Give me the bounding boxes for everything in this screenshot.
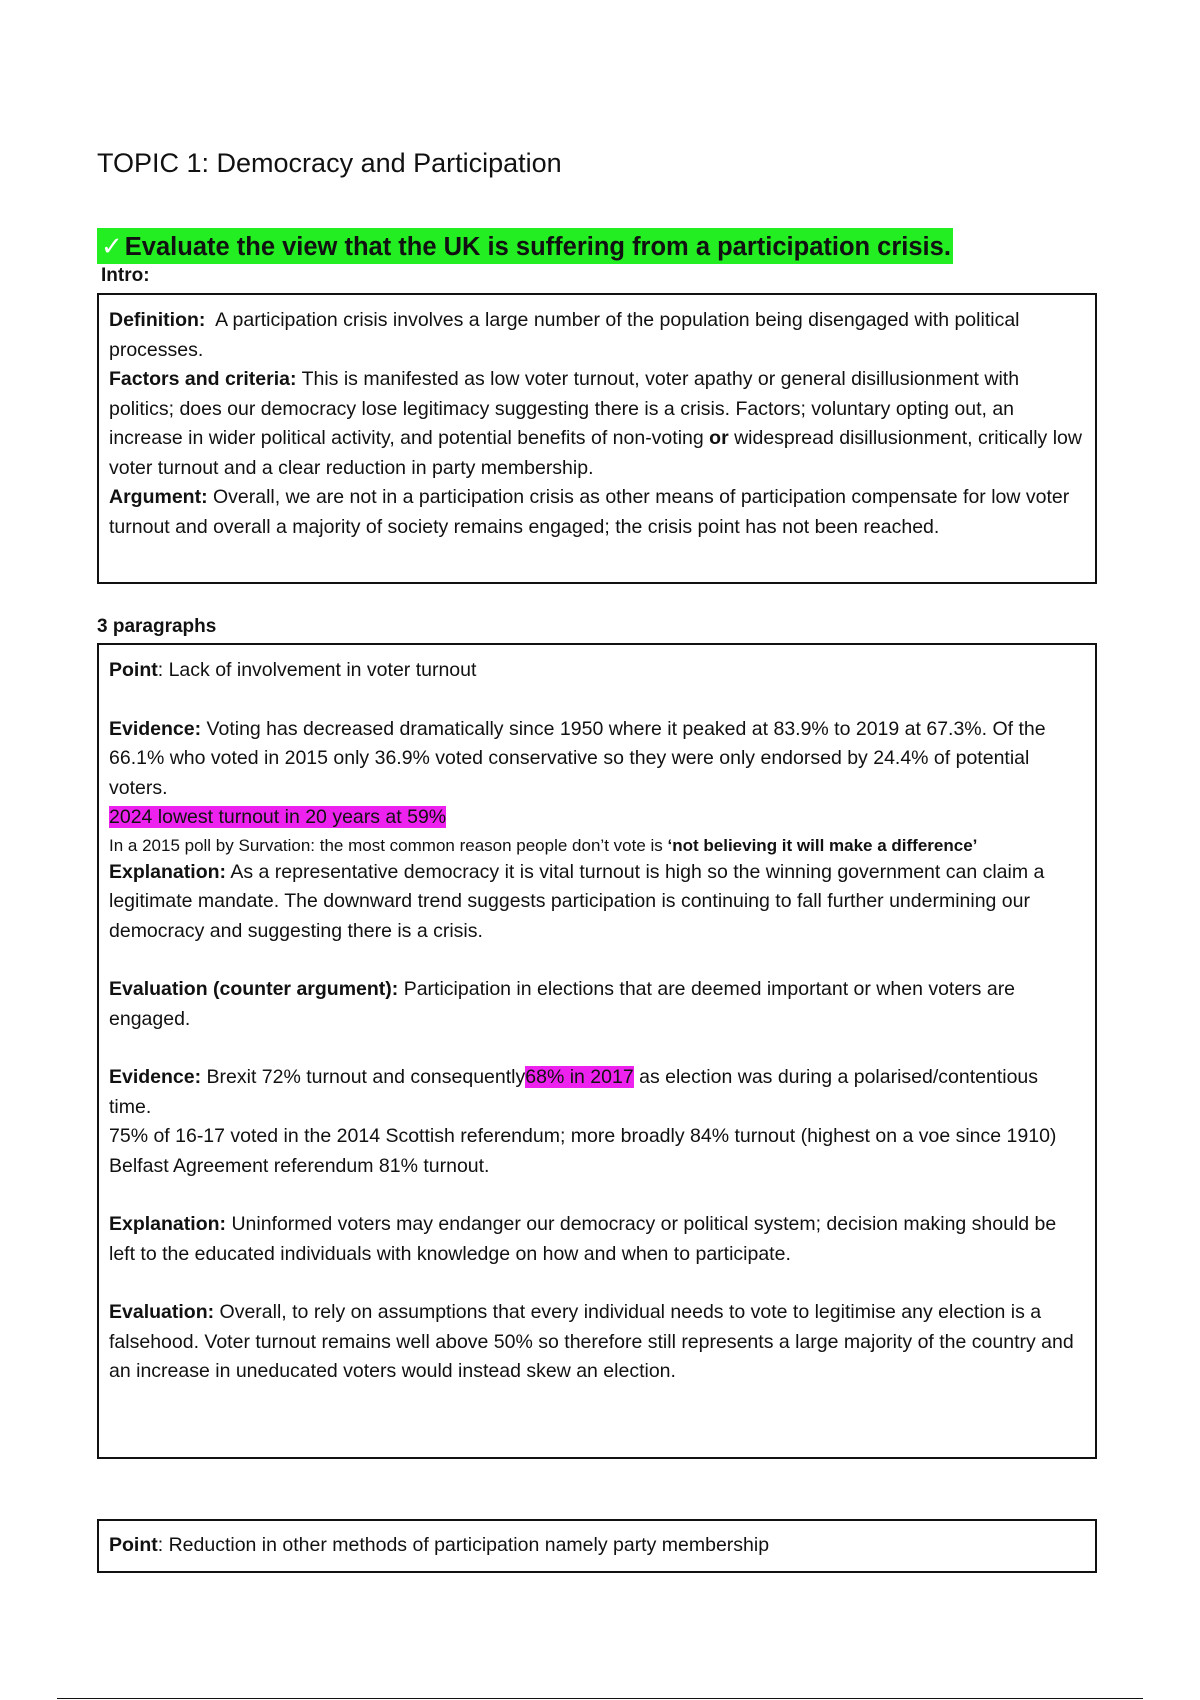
factors-label: Factors and criteria: xyxy=(109,368,297,390)
p1-counter-text: Participation in elections that are deemed important or when voters are engaged. xyxy=(109,978,1016,1030)
p1-evidence xyxy=(109,715,1085,804)
poll-text: In a 2015 poll by Survation: the most common reason people don’t vote is xyxy=(109,835,663,855)
p1-counter xyxy=(109,975,1085,1034)
p1-counter-label: Evaluation (counter argument): xyxy=(109,978,399,1000)
argument-text: Overall, we are not in a participation crisis as other means of participation compensate for low voter turnout and overall a majority of society remains engaged; the crisis point has not been reached. xyxy=(109,486,1070,538)
paragraph-2-box xyxy=(97,1519,1097,1573)
p1-explanation2-label: Explanation: xyxy=(109,1213,227,1235)
p1-evidence2-label: Evidence: xyxy=(109,1066,202,1088)
p1-evidence-2 xyxy=(109,1063,1085,1122)
p1-scottish: 75% of 16-17 voted in the 2014 Scottish referendum; more broadly 84% turnout (highest on a voe since 1910) xyxy=(109,1125,1057,1147)
p1-explanation-label: Explanation: xyxy=(109,860,227,883)
question-heading xyxy=(97,228,953,264)
intro-label: Intro: xyxy=(101,265,150,286)
question-text: Evaluate the view that the UK is suffering from a participation crisis. xyxy=(124,233,951,261)
p1-2024-highlight xyxy=(109,803,1085,833)
p1-point xyxy=(109,656,1085,686)
highlight-2024: 2024 lowest turnout in 20 years at 59% xyxy=(109,806,447,828)
p1-poll xyxy=(109,833,1085,858)
definition xyxy=(109,306,1085,365)
factors-text-1: This is manifested as low voter turnout, voter apathy or general disillusionment with politics; does our democracy lose legitimacy suggesting there is a crisis. Factors; voluntary opting out, an increase in wider political activity, and potential benefits of non-voting xyxy=(109,368,1020,449)
spacer xyxy=(109,1034,1085,1063)
definition-label: Definition: xyxy=(109,309,206,331)
p1-belfast: Belfast Agreement referendum 81% turnout. xyxy=(109,1154,490,1177)
factors-or: or xyxy=(709,427,729,449)
p1-explanation xyxy=(109,858,1085,947)
factors-text-2: widespread disillusionment, critically low voter turnout and a clear reduction in party membership. xyxy=(109,427,1082,479)
p1-explanation-text: As a representative democracy it is vital turnout is high so the winning government can claim a legitimate mandate. The downward trend suggests participation is continuing to fall further undermining our democracy and suggesting there is a crisis. xyxy=(109,860,1045,942)
p1-evaluation-label: Evaluation: xyxy=(109,1301,215,1323)
p1-explanation-2 xyxy=(109,1210,1085,1269)
spacer xyxy=(109,1269,1085,1298)
paragraphs-label: 3 paragraphs xyxy=(97,616,217,637)
p1-evaluation-text: Overall, to rely on assumptions that every individual needs to vote to legitimise any election is a falsehood. Voter turnout remains well above 50% so therefore still represents a large majority of the country and an increase in uneducated voters would instead skew an election. xyxy=(109,1301,1074,1382)
argument xyxy=(109,483,1085,542)
check-mark-icon: ✓ xyxy=(101,231,123,261)
p1-evidence-text: Voting has decreased dramatically since 1950 where it peaked at 83.9% to 2019 at 67.3%. Of the 66.1% who voted in 2015 only 36.9% voted conservative so they were only endorsed by 24.4% of potential voters. xyxy=(109,717,1046,799)
p2-point-label: Point xyxy=(109,1534,158,1556)
spacer xyxy=(109,946,1085,975)
p1-evidence-label: Evidence: xyxy=(109,717,202,740)
p1-evidence2-text-1: Brexit 72% turnout and consequently xyxy=(206,1066,526,1088)
p2-point-text: : Reduction in other methods of participation namely party membership xyxy=(157,1534,770,1556)
page-title: TOPIC 1: Democracy and Participation xyxy=(97,148,562,178)
p1-point-label: Point xyxy=(109,659,158,681)
p1-evidence2-text-2: as election was during a polarised/contentious time. xyxy=(109,1066,1039,1118)
spacer xyxy=(109,686,1085,715)
spacer xyxy=(109,1181,1085,1210)
p2-point xyxy=(109,1531,1085,1561)
p1-evaluation xyxy=(109,1298,1085,1387)
paragraph-1-box xyxy=(97,643,1097,1459)
definition-text: A participation crisis involves a large number of the population being disengaged with political processes. xyxy=(109,309,1020,361)
p1-explanation2-text: Uninformed voters may endanger our democracy or political system; decision making should be left to the educated individuals with knowledge on how and when to participate. xyxy=(109,1213,1057,1265)
highlight-2017: 68% in 2017 xyxy=(525,1066,634,1088)
poll-quote: ‘not believing it will make a difference’ xyxy=(667,835,978,855)
intro-box xyxy=(97,293,1097,584)
factors xyxy=(109,365,1085,483)
p1-point-text: : Lack of involvement in voter turnout xyxy=(157,659,477,681)
argument-label: Argument: xyxy=(109,486,208,508)
bottom-rule xyxy=(57,1698,1143,1699)
